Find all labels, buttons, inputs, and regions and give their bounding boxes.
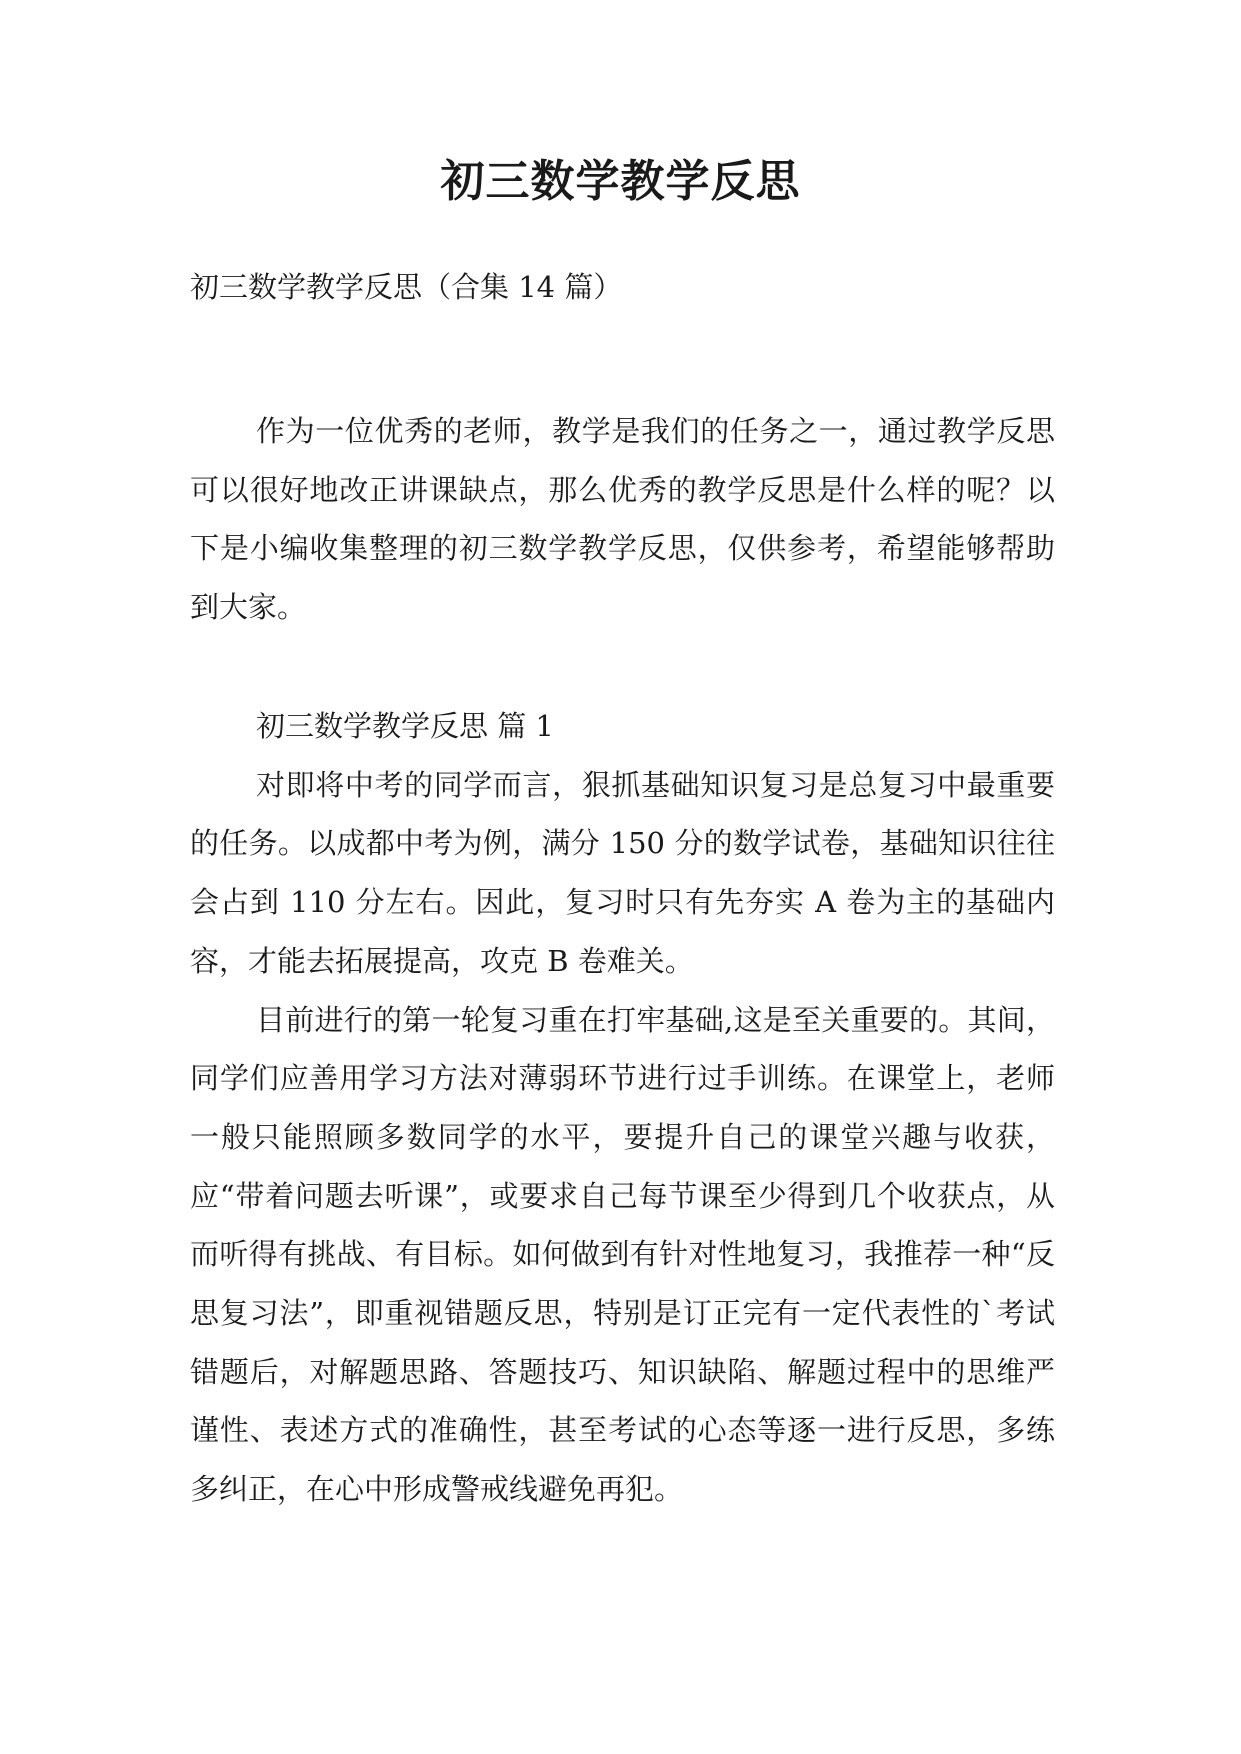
document-subtitle: 初三数学教学反思（合集 14 篇）: [190, 270, 623, 304]
document-title: 初三数学教学反思: [440, 156, 801, 207]
intro-block: [190, 402, 1055, 637]
intro-paragraph: 作为一位优秀的老师，教学是我们的任务之一，通过教学反思可以很好地改正讲课缺点，那么优秀的教学反思是什么样的呢？以下是小编收集整理的初三数学教学反思，仅供参考，希望能够帮助到大家。: [190, 414, 1055, 625]
body-paragraph-1: 对即将中考的同学而言，狠抓基础知识复习是总复习中最重要的任务。以成都中考为例，满分 150 分的数学试卷，基础知识往往会占到 110 分左右。因此，复习时只有先夯实 A 卷为主的基础内容，才能去拓展提高，攻克 B 卷难关。: [190, 767, 1055, 978]
body-paragraph-2: 目前进行的第一轮复习重在打牢基础,这是至关重要的。其间，同学们应善用学习方法对薄弱环节进行过手训练。在课堂上，老师一般只能照顾多数同学的水平，要提升自己的课堂兴趣与收获，应“带着问题去听课”，或要求自己每节课至少得到几个收获点，从而听得有挑战、有目标。如何做到有针对性地复习，我推荐一种“反思复习法”，即重视错题反思，特别是订正完有一定代表性的`考试错题后，对解题思路、答题技巧、知识缺陷、解题过程中的思维严谨性、表述方式的准确性，甚至考试的心态等逐一进行反思，多练多纠正，在心中形成警戒线避免再犯。: [190, 1002, 1055, 1507]
section-1: [190, 697, 1055, 1519]
section-heading: 初三数学教学反思 篇 1: [256, 709, 554, 743]
